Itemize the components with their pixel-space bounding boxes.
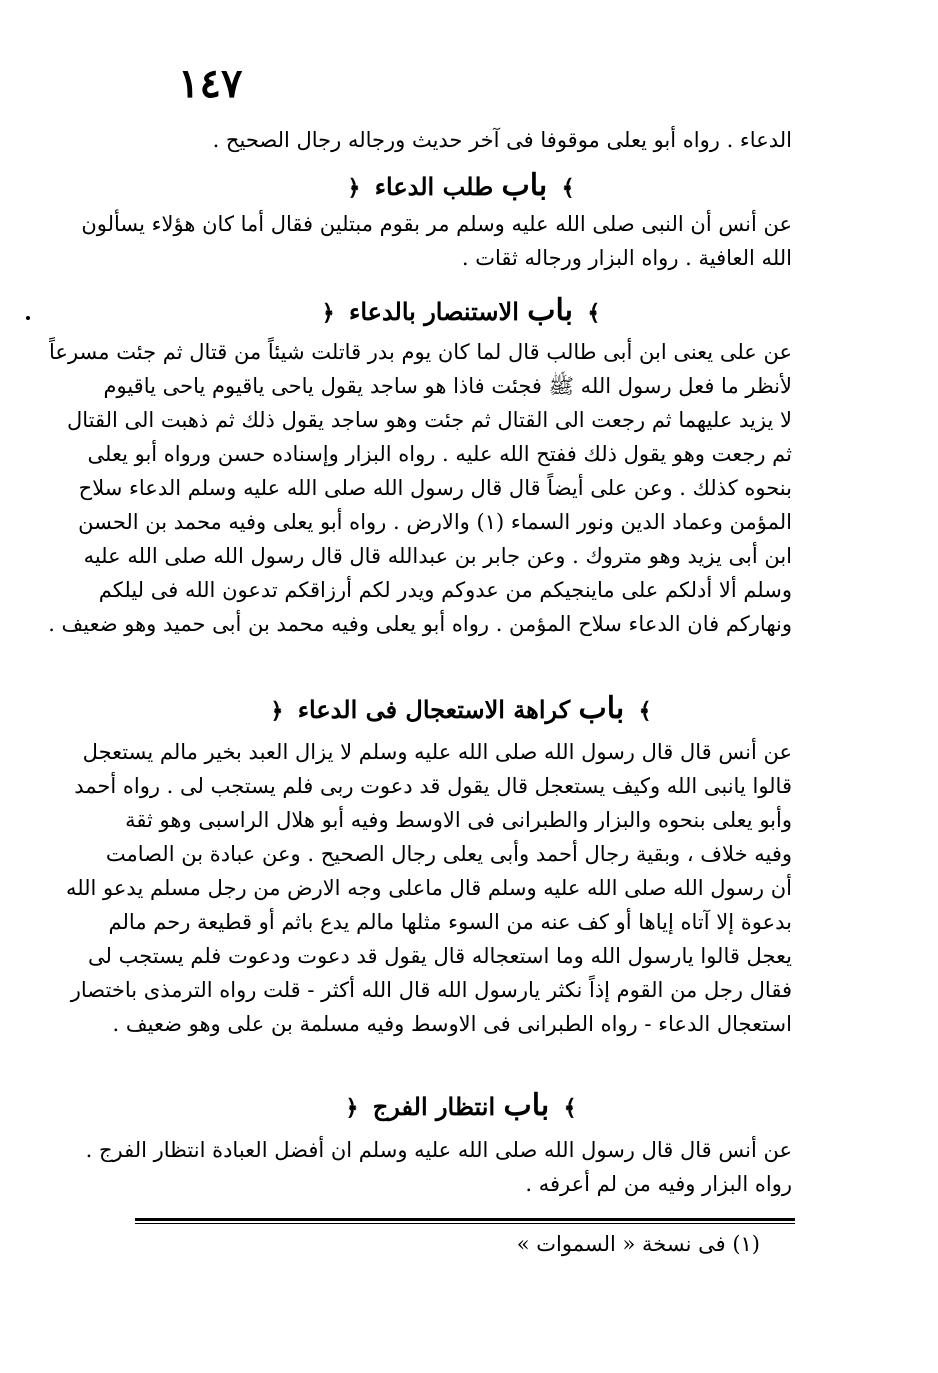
text-line: عن على يعنى ابن أبى طالب قال لما كان يوم بدر قاتلت شيئاً من قتال ثم جئت مسرعاً (49, 340, 792, 364)
paragraph-4 (65, 736, 792, 1042)
bracket-close: ﴿ (321, 300, 335, 326)
heading-title: طلب الدعاء (374, 172, 494, 201)
text-line: الدعاء . رواه أبو يعلى موقوفا فى آخر حديث ورجاله رجال الصحيح . (212, 128, 792, 152)
text-line: بدعوة إلا آتاه إياها أو كف عنه من السوء مثلها مالم يدع باثم أو قطيعة رحم مالم (108, 910, 792, 934)
text-line: عن أنس أن النبى صلى الله عليه وسلم مر بقوم مبتلين فقال أما كان هؤلاء يسألون (81, 212, 792, 236)
heading-title: كراهة الاستعجال فى الدعاء (297, 695, 571, 724)
text-line: ابن أبى يزيد وهو متروك . وعن جابر بن عبدالله قال قال رسول الله صلى الله عليه (83, 544, 792, 568)
text-line: أن رسول الله صلى الله عليه وسلم قال ماعلى وجه الارض من رجل مسلم يدعو الله (65, 876, 792, 900)
text-line: فقال رجل من القوم إذاً نكثر يارسول الله قال الله أكثر - قلت رواه الترمذى باختصار (70, 978, 792, 1002)
bracket-close: ﴿ (345, 1095, 359, 1121)
text-line: المؤمن وعماد الدين ونور السماء (١) والارض . رواه أبو يعلى وفيه محمد بن الحسن (78, 510, 792, 534)
paragraph-5 (85, 1134, 792, 1202)
text-line: بنحوه كذلك . وعن على أيضاً قال قال رسول الله صلى الله عليه وسلم الدعاء سلاح (78, 476, 792, 500)
text-line: استعجال الدعاء - رواه الطبرانى فى الاوسط وفيه مسلمة بن على وهو ضعيف . (112, 1012, 792, 1036)
bab-label: باب (501, 168, 548, 203)
section-heading-4 (130, 1088, 792, 1126)
footnote-divider (135, 1218, 795, 1221)
paragraph-3 (48, 336, 792, 642)
heading-title: انتظار الفرج (372, 1092, 496, 1121)
heading-title: الاستنصار بالدعاء (349, 297, 519, 326)
bab-label: باب (503, 1088, 550, 1123)
page-number: ١٤٧ (178, 60, 243, 107)
text-line: عن أنس قال قال رسول الله صلى الله عليه وسلم ان أفضل العبادة انتظار الفرج . (85, 1138, 792, 1162)
bracket-open: ﴾ (561, 175, 575, 201)
footnote: (١) فى نسخة « السموات » (516, 1232, 760, 1256)
text-line: قالوا يانبى الله وكيف يستعجل قال يقول قد دعوت ربى فلم يستجب لى . رواه أحمد (74, 774, 792, 798)
paragraph-2 (81, 208, 792, 276)
text-line: لا يزيد عليهما ثم رجعت الى القتال ثم جئت وهو ساجد يقول ذلك ثم ذهبت الى القتال (66, 408, 792, 432)
bab-label: باب (578, 691, 625, 726)
section-heading-3 (130, 691, 792, 729)
footnote-divider-thin (135, 1223, 795, 1224)
bracket-close: ﴿ (270, 698, 284, 724)
bracket-open: ﴾ (587, 300, 601, 326)
bracket-open: ﴾ (563, 1095, 577, 1121)
speck (26, 316, 30, 320)
text-line: لأنظر ما فعل رسول الله ﷺ فجئت فاذا هو ساجد يقول ياحى ياقيوم ياحى ياقيوم (103, 374, 792, 398)
bracket-close: ﴿ (347, 175, 361, 201)
text-line: وأبو يعلى بنحوه والبزار والطبرانى فى الاوسط وفيه أبو هلال الراسبى وهو ثقة (125, 808, 792, 832)
text-line: وفيه خلاف ، وبقية رجال أحمد وأبى يعلى رجال الصحيح . وعن عبادة بن الصامت (105, 842, 792, 866)
text-line: الله العافية . رواه البزار ورجاله ثقات . (461, 246, 792, 270)
text-line: عن أنس قال قال رسول الله صلى الله عليه وسلم لا يزال العبد بخير مالم يستعجل (82, 740, 792, 764)
section-heading-2 (130, 293, 792, 331)
paragraph-1 (130, 124, 792, 158)
text-line: ونهاركم فان الدعاء سلاح المؤمن . رواه أبو يعلى وفيه محمد بن أبى حميد وهو ضعيف . (48, 612, 792, 636)
bab-label: باب (527, 293, 573, 328)
section-heading-1 (130, 168, 792, 206)
text-line: يعجل قالوا يارسول الله وما استعجاله قال يقول قد دعوت ودعوت فلم يستجب لى (88, 944, 792, 968)
text-line: وسلم ألا أدلكم على ماينجيكم من عدوكم ويدر لكم أرزاقكم تدعون الله فى ليلكم (98, 578, 792, 602)
bracket-open: ﴾ (638, 698, 652, 724)
text-line: ثم رجعت وهو يقول ذلك ففتح الله عليه . رواه البزار وإسناده حسن ورواه أبو يعلى (87, 442, 792, 466)
text-line: رواه البزار وفيه من لم أعرفه . (525, 1172, 792, 1196)
